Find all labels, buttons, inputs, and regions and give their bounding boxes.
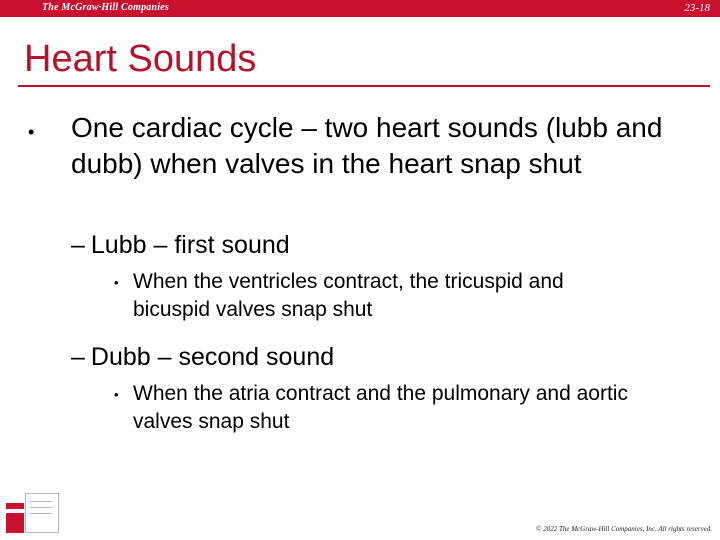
connect-badge-logo <box>6 493 58 533</box>
detail-text: When the atria contract and the pulmonary and aortic valves snap shut <box>133 382 628 433</box>
copyright-notice: © 2022 The McGraw-Hill Companies, Inc. All rights reserved. <box>536 525 712 533</box>
detail-text: When the ventricles contract, the tricuspid and bicuspid valves snap shut <box>133 270 564 321</box>
detail-lubb <box>114 268 634 324</box>
dash-marker: – <box>71 231 85 259</box>
dash-marker: – <box>71 343 85 371</box>
detail-dubb <box>114 380 634 436</box>
bullet-marker: • <box>28 122 35 142</box>
bullet-marker: • <box>114 275 119 290</box>
bullet-marker: • <box>114 387 119 402</box>
publisher-logo: The McGraw·Hill Companies <box>42 2 169 13</box>
header-bar <box>0 0 720 17</box>
slide-number: 23-18 <box>684 2 710 14</box>
title-divider <box>18 85 710 87</box>
main-bullet-text: One cardiac cycle – two heart sounds (lubb and dubb) when valves in the heart snap shut <box>71 112 663 179</box>
main-bullet <box>28 110 668 182</box>
slide-title: Heart Sounds <box>24 38 257 80</box>
sub-item-label: Dubb – second sound <box>90 343 335 371</box>
sub-item-label: Lubb – first sound <box>90 231 290 259</box>
sub-item-dubb <box>71 342 334 372</box>
sub-item-lubb <box>71 230 290 260</box>
